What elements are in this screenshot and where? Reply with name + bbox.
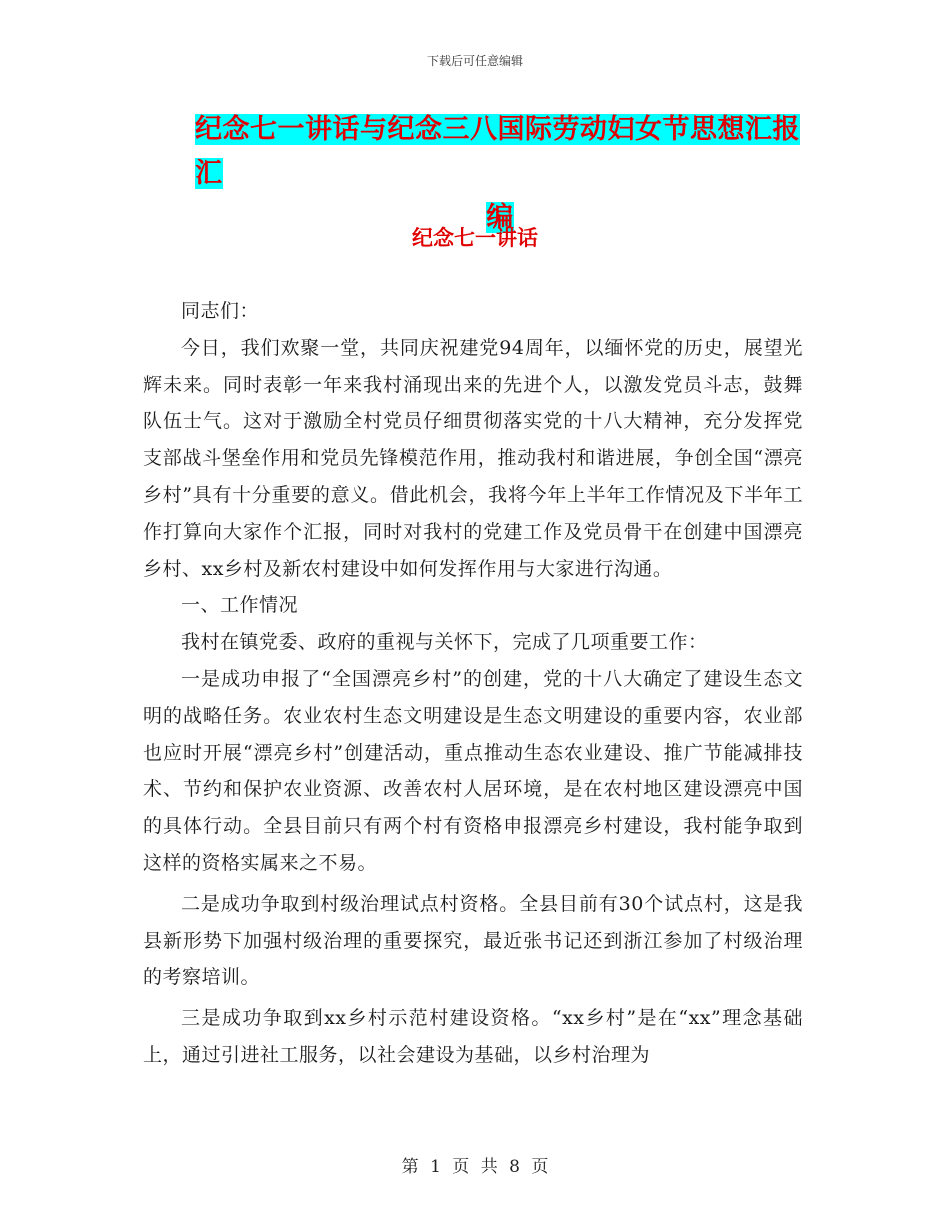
title-highlight-2: 编 [486, 202, 514, 233]
document-title [195, 108, 805, 240]
section-title: 纪念七一讲话 [412, 226, 538, 250]
page-footer: 第 1 页 共 8 页 [401, 1157, 549, 1177]
paragraph-intro: 今日，我们欢聚一堂，共同庆祝建党94周年，以缅怀党的历史，展望光辉未来。同时表彰一年来我村涌现出来的先进个人，以激发党员斗志，鼓舞队伍士气。这对于激励全村党员仔细贯彻落实党的十八大精神，充分发挥党支部战斗堡垒作用和党员先锋模范作用，推动我村和谐进展，争创全国“漂亮乡村”具有十分重要的意义。借此机会，我将今年上半年工作情况及下半年工作打算向大家作个汇报，同时对我村的党建工作及党员骨干在创建中国漂亮乡村、xx乡村及新农村建设中如何发挥作用与大家进行沟通。 [143, 336, 803, 580]
body-text [143, 293, 803, 1074]
paragraph-item-2: 二是成功争取到村级治理试点村资格。全县目前有30个试点村，这是我县新形势下加强村级治理的重要探究，最近张书记还到浙江参加了村级治理的考察培训。 [143, 892, 803, 989]
paragraph-salutation: 同志们： [181, 300, 260, 322]
paragraph-heading-work: 一、工作情况 [181, 594, 299, 617]
header-note: 下载后可任意编辑 [426, 54, 523, 68]
paragraph-work-summary: 我村在镇党委、政府的重视与关怀下，完成了几项重要工作： [181, 631, 708, 654]
paragraph-item-3: 三是成功争取到xx乡村示范村建设资格。“xx乡村”是在“xx”理念基础上，通过引进社工服务，以社会建设为基础，以乡村治理为 [143, 1007, 803, 1066]
title-line-1 [195, 108, 805, 196]
title-highlight-1: 纪念七一讲话与纪念三八国际劳动妇女节思想汇报汇 [195, 114, 800, 189]
paragraph-item-1: 一是成功申报了“全国漂亮乡村”的创建，党的十八大确定了建设生态文明的战略任务。农业农村生态文明建设是生态文明建设的重要内容，农业部也应时开展“漂亮乡村”创建活动，重点推动生态农业建设、推广节能减排技术、节约和保护农业资源、改善农村人居环境，是在农村地区建设漂亮中国的具体行动。全县目前只有两个村有资格申报漂亮乡村建设，我村能争取到这样的资格实属来之不易。 [143, 667, 803, 874]
